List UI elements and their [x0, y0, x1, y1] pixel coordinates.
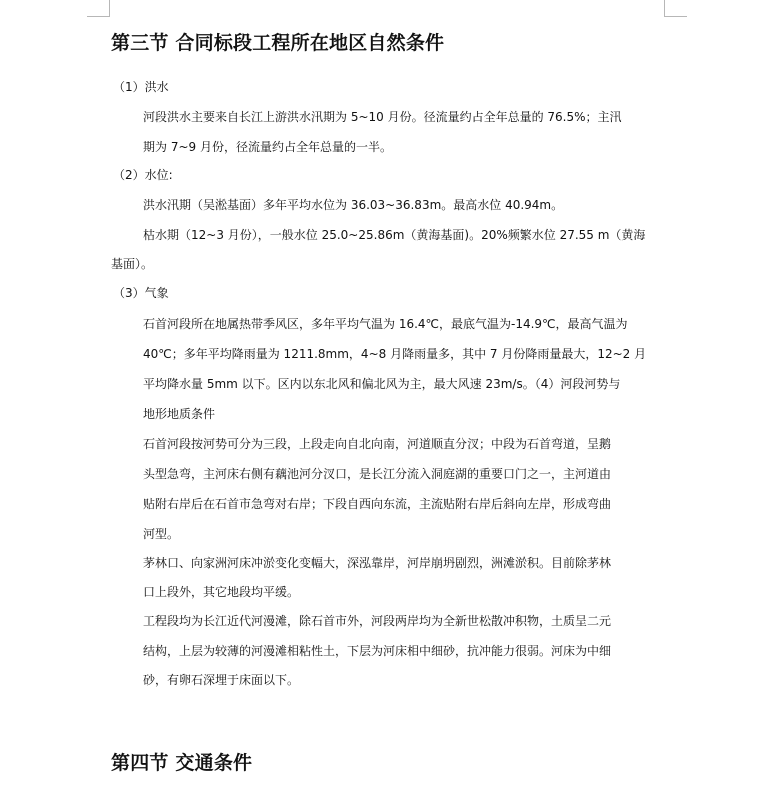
flood-line-2: 期为 7~9 月份，径流量约占全年总量的一半。	[143, 140, 392, 154]
river-paragraph-1-line-4: 河型。	[143, 527, 180, 541]
water-level-line-2: 枯水期（12~3 月份），一般水位 25.0~25.86m（黄海基面)。20%频繁水位 27.55 m（黄海	[143, 228, 646, 242]
flood-subheading: （1）洪水	[113, 80, 169, 94]
page-corner-mark-left	[87, 0, 110, 17]
water-level-subheading: （2）水位:	[113, 168, 173, 182]
section-3-heading: 第三节 合同标段工程所在地区自然条件	[111, 32, 445, 54]
flood-line-1: 河段洪水主要来自长江上游洪水汛期为 5~10 月份。径流量约占全年总量的 76.5%；主汛	[143, 110, 622, 124]
climate-line-3: 平均降水量 5mm 以下。区内以东北风和偏北风为主，最大风速 23m/s。（4）河段河势与	[143, 377, 621, 391]
river-paragraph-2-line-2: 口上段外，其它地段均平缓。	[143, 585, 300, 599]
water-level-line-1: 洪水汛期（吴淞基面）多年平均水位为 36.03~36.83m。最高水位 40.94m。	[143, 198, 564, 212]
river-paragraph-3-line-3: 砂，有卵石深埋于床面以下。	[143, 673, 300, 687]
river-paragraph-1-line-1: 石首河段按河势可分为三段，上段走向自北向南，河道顺直分汊；中段为石首弯道，呈鹅	[143, 437, 612, 451]
water-level-line-3: 基面）。	[111, 257, 154, 271]
river-paragraph-3-line-2: 结构，上层为较薄的河漫滩相粘性土，下层为河床相中细砂，抗冲能力很弱。河床为中细	[143, 644, 612, 658]
river-paragraph-1-line-3: 贴附右岸后在石首市急弯对右岸；下段自西向东流，主流贴附右岸后斜向左岸，形成弯曲	[143, 497, 612, 511]
river-paragraph-1-line-2: 头型急弯，主河床右侧有藕池河分汊口，是长江分流入洞庭湖的重要口门之一，主河道由	[143, 467, 612, 481]
page-corner-mark-right	[664, 0, 687, 17]
river-paragraph-3-line-1: 工程段均为长江近代河漫滩，除石首市外，河段两岸均为全新世松散冲积物，土质呈二元	[143, 614, 612, 628]
river-paragraph-2-line-1: 茅林口、向家洲河床冲淤变化变幅大，深泓靠岸，河岸崩坍剧烈，洲滩淤积。目前除茅林	[143, 556, 612, 570]
climate-line-4: 地形地质条件	[143, 407, 216, 421]
climate-line-1: 石首河段所在地属热带季风区，多年平均气温为 16.4℃，最底气温为-14.9℃，最高气温为	[143, 317, 628, 331]
climate-subheading: （3）气象	[113, 286, 169, 300]
section-4-heading: 第四节 交通条件	[111, 752, 253, 774]
climate-line-2: 40℃；多年平均降雨量为 1211.8mm，4~8 月降雨量多，其中 7 月份降雨量最大，12~2 月	[143, 347, 647, 361]
